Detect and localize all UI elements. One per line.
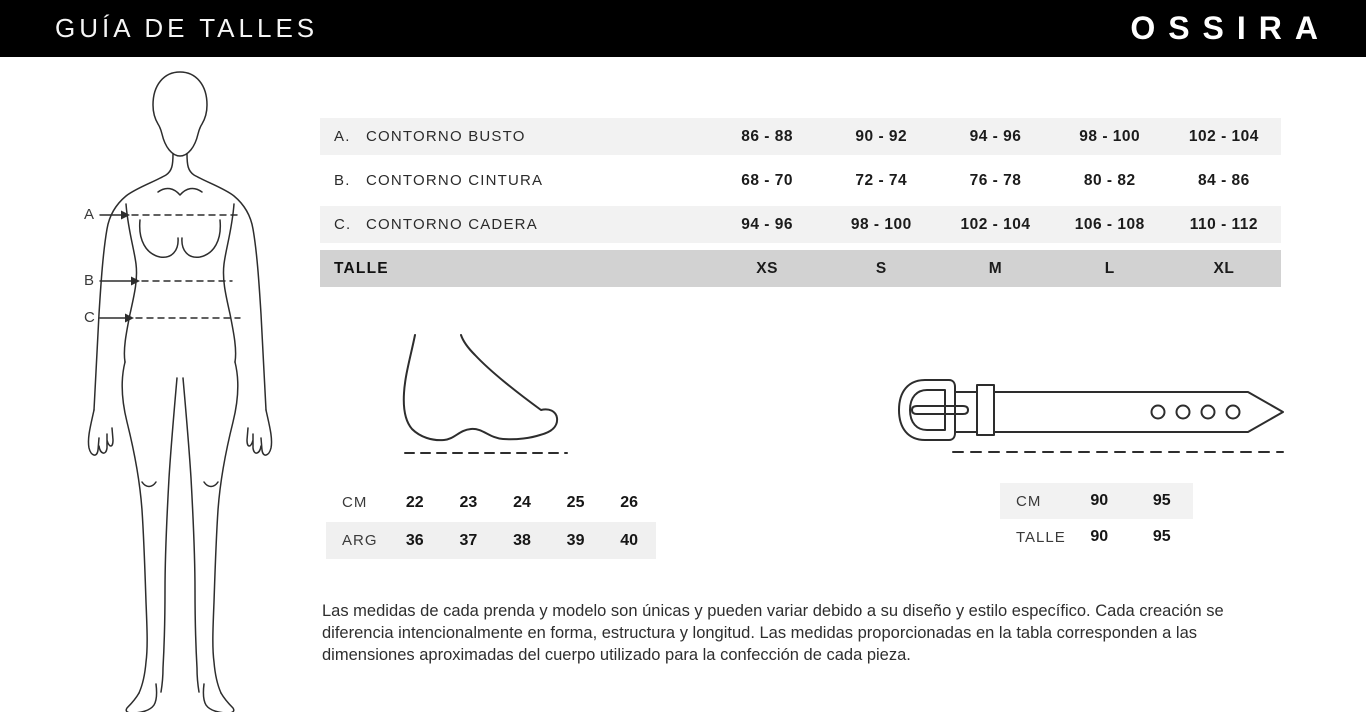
table-row-talle — [320, 250, 1281, 287]
cell-value: 84 - 86 — [1198, 171, 1250, 189]
cell-value: 38 — [513, 531, 531, 549]
cell-value: 90 - 92 — [855, 127, 908, 145]
belt-illustration — [893, 376, 1288, 461]
cell-value: 95 — [1152, 528, 1171, 545]
page-title: GUÍA DE TALLES — [55, 13, 319, 43]
table-row-hip — [320, 206, 1281, 243]
cell-value: 39 — [566, 531, 585, 549]
cell-value: 102 - 104 — [960, 215, 1031, 233]
foot-illustration — [395, 333, 580, 463]
cell-value: 94 - 96 — [969, 127, 1022, 145]
row-label: C. CONTORNO CADERA — [334, 216, 538, 233]
cell-value: 90 — [1090, 528, 1109, 545]
body-measurement-figure — [80, 62, 280, 712]
cell-value: 36 — [405, 531, 424, 549]
cell-value: 106 - 108 — [1074, 215, 1145, 233]
cell-value: 95 — [1152, 492, 1171, 509]
cell-value: 98 - 100 — [1079, 127, 1141, 145]
cell-size: M — [988, 259, 1003, 277]
shoe-size-table — [326, 484, 656, 560]
cell-size: S — [875, 259, 887, 277]
size-table — [320, 118, 1281, 287]
cell-value: 90 — [1090, 492, 1109, 509]
cell-value: 24 — [513, 493, 531, 511]
cell-size: XS — [756, 259, 778, 277]
figure-label-hip: C — [84, 309, 96, 326]
figure-label-bust: A — [84, 206, 96, 223]
cell-value: 76 - 78 — [969, 171, 1022, 189]
cell-value: 98 - 100 — [850, 215, 912, 233]
disclaimer-text: Las medidas de cada prenda y modelo son únicas y pueden variar debido a su diseño y estilo específico. Cada creación se diferencia intencionalmente en forma, estructura y longitud. Las medidas proporcionadas en la tabla corresponden a las dimensiones aproximadas del cuerpo utilizado para la confección de cada pieza. — [322, 602, 1224, 664]
row-label: B. CONTORNO CINTURA — [334, 172, 544, 189]
cell-value: 68 - 70 — [741, 171, 793, 189]
row-label: TALLE — [334, 259, 389, 277]
belt-size-table — [1000, 483, 1193, 555]
shoe-row-cm: CM 22 23 24 25 26 — [326, 484, 656, 521]
cell-value: 94 - 96 — [741, 215, 793, 233]
belt-row-cm: CM 90 95 — [1000, 483, 1193, 519]
table-row-bust — [320, 118, 1281, 155]
cell-size: L — [1104, 259, 1115, 277]
page-header — [0, 0, 1366, 57]
cell-value: 22 — [405, 493, 424, 511]
cell-size: XL — [1213, 259, 1235, 277]
brand-logo[interactable]: OSSIRA — [1130, 10, 1331, 46]
table-row-waist — [320, 162, 1281, 199]
row-label: A. CONTORNO BUSTO — [334, 128, 526, 145]
figure-label-waist: B — [84, 272, 96, 289]
cell-value: 72 - 74 — [855, 171, 908, 189]
cell-value: 40 — [620, 531, 639, 549]
cell-value: 23 — [459, 493, 478, 511]
belt-row-talle: TALLE 90 95 — [1000, 519, 1193, 555]
cell-value: 102 - 104 — [1188, 127, 1259, 145]
cell-value: 86 - 88 — [741, 127, 793, 145]
cell-value: 110 - 112 — [1189, 215, 1259, 233]
shoe-row-arg: ARG 36 37 38 39 40 — [326, 522, 656, 559]
cell-value: 80 - 82 — [1083, 171, 1136, 189]
cell-value: 37 — [459, 531, 478, 549]
cell-value: 26 — [620, 493, 639, 511]
cell-value: 25 — [566, 493, 585, 511]
